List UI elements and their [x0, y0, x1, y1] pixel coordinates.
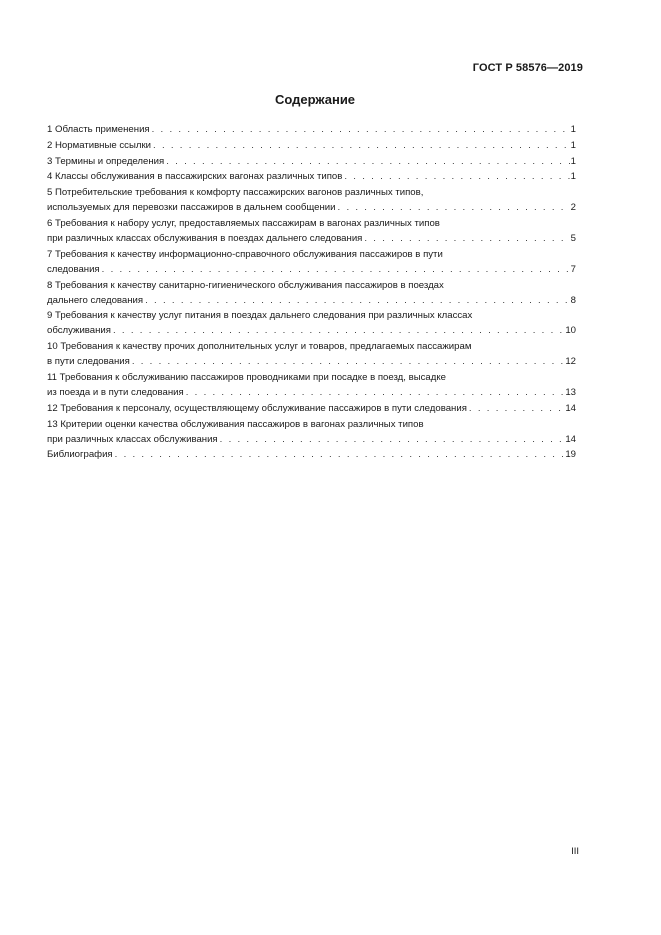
toc-entry-page: 10	[565, 325, 576, 337]
toc-entry-text: используемых для перевозки пассажиров в дальнем сообщении	[47, 202, 336, 214]
toc-entry-text: при различных классах обслуживания	[47, 433, 218, 445]
toc-entry-text: дальнего следования	[47, 294, 144, 306]
toc-entry-text: 5 Потребительские требования к комфорту пассажирских вагонов различных типов,	[47, 187, 424, 199]
toc-entry-text: 13 Критерии оценки качества обслуживания пассажиров в вагонах различных типов	[47, 418, 424, 430]
toc-entry-page: 1	[570, 171, 576, 183]
toc-entry[interactable]	[47, 185, 576, 215]
toc-entry[interactable]	[47, 216, 576, 246]
toc-entry-text: при различных классах обслуживания в поездах дальнего следования	[47, 232, 363, 244]
toc-entry-page: 14	[565, 402, 576, 414]
toc-entry[interactable]	[47, 278, 576, 308]
document-code: ГОСТ Р 58576—2019	[472, 62, 583, 74]
toc-entry-text: следования	[47, 263, 100, 275]
toc-entry-text: 9 Требования к качеству услуг питания в поездах дальнего следования при различных классах	[47, 310, 473, 322]
toc-entry[interactable]	[47, 247, 576, 277]
toc-entry-text: Библиография	[47, 449, 113, 461]
toc-entry[interactable]	[47, 447, 576, 462]
toc-entry-text: из поезда и в пути следования	[47, 386, 184, 398]
toc-entry-text: 7 Требования к качеству информационно-справочного обслуживания пассажиров в пути	[47, 248, 443, 260]
dot-leader	[344, 169, 569, 184]
toc-entry-text: 10 Требования к качеству прочих дополнительных услуг и товаров, предлагаемых пассажирам	[47, 341, 472, 353]
toc-entry-text: 4 Классы обслуживания в пассажирских вагонах различных типов	[47, 171, 343, 183]
dot-leader	[132, 354, 565, 369]
toc-entry-page: 1	[570, 155, 576, 167]
dot-leader	[153, 138, 570, 153]
toc-entry-text: 12 Требования к персоналу, осуществляющему обслуживание пассажиров в пути следования	[47, 402, 467, 414]
toc-entry[interactable]	[47, 138, 576, 153]
toc-entry-text: 3 Термины и определения	[47, 155, 165, 167]
dot-leader	[145, 293, 570, 308]
toc-entry-page: 2	[570, 202, 576, 214]
toc-entry-page: 7	[570, 263, 576, 275]
toc-entry[interactable]	[47, 339, 576, 369]
toc-entry[interactable]	[47, 370, 576, 400]
toc-entry[interactable]	[47, 169, 576, 184]
toc-entry-text: 8 Требования к качеству санитарно-гигиенического обслуживания пассажиров в поездах	[47, 279, 444, 291]
toc-entry-text: 6 Требования к набору услуг, предоставляемых пассажирам в вагонах различных типов	[47, 217, 440, 229]
toc-entry-page: 14	[565, 433, 576, 445]
toc-entry-page: 1	[570, 139, 576, 151]
toc-entry-page: 13	[565, 386, 576, 398]
toc-entry-page: 19	[565, 449, 576, 461]
page-number: III	[571, 846, 579, 857]
dot-leader	[469, 401, 564, 416]
dot-leader	[338, 200, 570, 215]
dot-leader	[166, 154, 569, 169]
toc-entry-text: обслуживания	[47, 325, 111, 337]
toc-entry-page: 8	[570, 294, 576, 306]
dot-leader	[152, 122, 570, 137]
dot-leader	[113, 323, 564, 338]
dot-leader	[115, 447, 565, 462]
toc-entry-text: 2 Нормативные ссылки	[47, 139, 152, 151]
toc-entry[interactable]	[47, 154, 576, 169]
dot-leader	[220, 432, 565, 447]
toc-entry-page: 1	[570, 124, 576, 135]
toc-entry-text: 1 Область применения	[47, 124, 150, 135]
toc-entry-text: 11 Требования к обслуживанию пассажиров проводниками при посадке в поезд, высадке	[47, 371, 446, 383]
dot-leader	[364, 231, 569, 246]
toc-entry[interactable]	[47, 308, 576, 338]
toc-entry[interactable]	[47, 417, 576, 447]
dot-leader	[186, 385, 565, 400]
table-of-contents	[47, 122, 576, 463]
toc-entry-page: 5	[570, 232, 576, 244]
toc-entry[interactable]	[47, 122, 576, 137]
toc-title: Содержание	[274, 92, 356, 107]
toc-entry-page: 12	[565, 356, 576, 368]
toc-entry[interactable]	[47, 401, 576, 416]
dot-leader	[102, 262, 570, 277]
toc-entry-text: в пути следования	[47, 356, 130, 368]
